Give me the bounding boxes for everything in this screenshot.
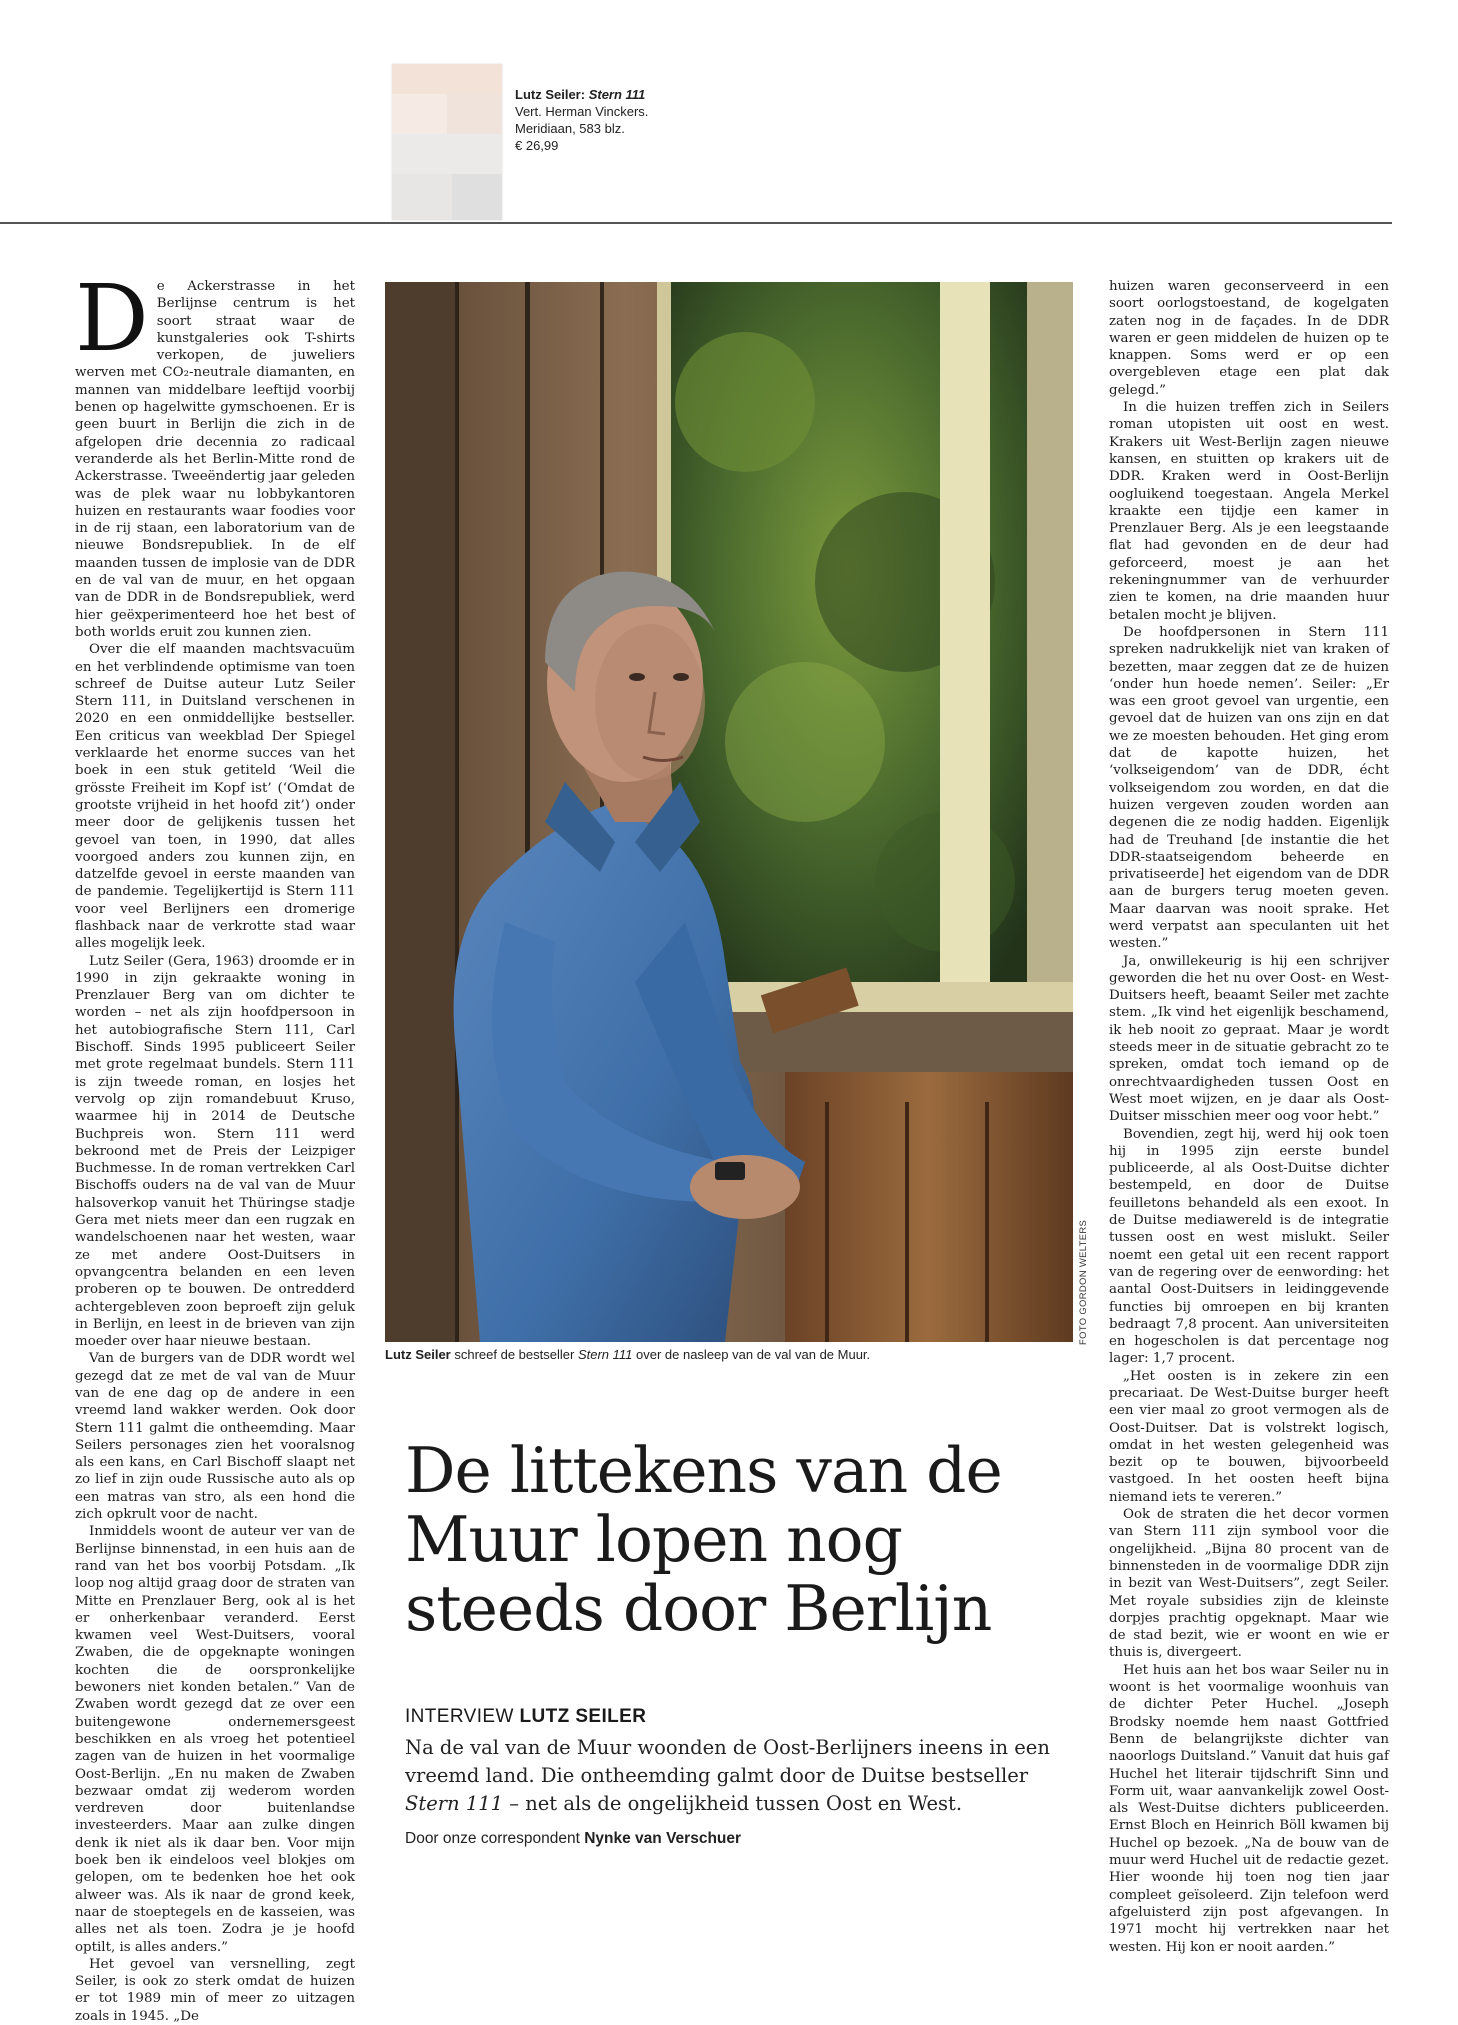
article-byline: Door onze correspondent Nynke van Verschuer — [405, 1830, 742, 1847]
photo-credit: FOTO GORDON WELTERS — [1078, 1219, 1089, 1345]
paragraph: Lutz Seiler (Gera, 1963) droomde er in 1990 in zijn gekraakte woning in Prenzlauer Berg van om dichter te worden – net als zijn hoofdpersoon in het autobiografische Stern 111, Carl Bischoff. Sinds 1995 publiceert Seiler met grote regelmaat bundels. Stern 111 is zijn tweede roman, en losjes het vervolg op zijn romandebuut Kruso, waarmee hij in 2014 de Deutsche Buchpreis won. Stern 111 werd bekroond met de Preis der Leizpiger Buchmesse. In de roman vertrekken Carl Bischoffs ouders na de val van de Muur halsoverkop vanuit het Thüringse stadje Gera met niets meer dan een rugzak en wandelschoenen naar het westen, waar ze met andere Oost-Duitsers in opvangcentra belanden en een leven proberen op te bouwen. De ontredderd achtergebleven zoon beproeft zijn geluk in Berlijn, en leest in de brieven van zijn moeder over haar nieuwe bestaan. — [75, 953, 355, 1350]
paragraph: huizen waren geconserveerd in een soort oorlogstoestand, de kogelgaten zaten nog in de façades. In de DDR waren er geen middelen de huizen op te knappen. Soms werd er op een overgebleven etage een plat dak gelegd.” — [1109, 279, 1389, 398]
paragraph: De hoofdpersonen in Stern 111 spreken nadrukkelijk niet van kraken of bezetten, maar zeggen dat ze de huizen ‘onder hun hoede nemen’. Seiler: „Er was een groot gevoel van urgentie, een gevoel dat de huizen van ons zijn en dat we ze moesten behouden. Het ging erom dat de kapotte huizen, het ‘volkseigendom’ van de DDR, écht volkseigendom zou worden, en dat die huizen vergeven zouden worden aan degenen die ze nodig hadden. Eigenlijk had de Treuhand [de instantie die het DDR-staatseigendom beheerde en privatiseerde] het eigendom van de DDR aan de burgers terug moeten geven. Maar daarvan was nooit sprake. Het werd verpatst aan speculanten uit het westen.” — [1109, 624, 1389, 952]
paragraph: e Ackerstrasse in het Berlijnse centrum is het soort straat waar de kunstgaleries ook T-shirts verkopen, de juweliers werven met CO₂-neutrale diamanten, en mannen van middelbare leeftijd voorbij benen op hagelwitte gymschoenen. Er is geen buurt in Berlijn die zich in de afgelopen drie decennia zo radicaal veranderde als het Berlin-Mitte rond de Ackerstrasse. Tweeëndertig jaar geleden was de plek waar nu lobbykantoren huizen en restaurants waar foodies voor in de rij staan, een laboratorium van de nieuwe Bondsrepubliek. In de elf maanden tussen de implosie van de DDR en de val van de muur, en het opgaan van de DDR in de Bondsrepubliek, werd hier geëxperimenteerd hoe het best of both worlds eruit zou kunnen zien. — [75, 279, 355, 640]
book-translator: Vert. Herman Vinckers. — [515, 104, 649, 119]
article-kicker: INTERVIEW LUTZ SEILER — [405, 1706, 647, 1727]
article-intro: Na de val van de Muur woonden de Oost-Berlijners ineens in een vreemd land. Die ontheemding galmt door de Duitse bestseller Stern 111 – net als de ongelijkheid tussen Oost en West. — [405, 1736, 1050, 1815]
section-divider — [0, 222, 1392, 224]
book-cover-image — [392, 64, 502, 220]
photo-caption: Lutz Seiler schreef de bestseller Stern 111 over de nasleep van de val van de Muur. — [385, 1347, 871, 1362]
paragraph: Van de burgers van de DDR wordt wel gezegd dat ze met de val van de Muur van de ene dag op de andere in een vreemd land wakker werden. Ook door Stern 111 galmt die ontheemding. Maar Seilers personages zien het vooralsnog als een kans, en Carl Bischoff slaapt net zo lief in zijn oude Russische auto als op een matras van stro, als een hond die zich opkrult voor de nacht. — [75, 1351, 355, 1523]
book-publisher: Meridiaan, 583 blz. — [515, 121, 625, 136]
paragraph: Bovendien, zegt hij, werd hij ook toen hij in 1995 zijn eerste bundel publiceerde, al als Oost-Duitse dichter bestempeld, en door de Duitse feuilletons behandeld als een exoot. In de Duitse mediawereld is de integratie tussen oost en west mislukt. Seiler noemt een getal uit een recent rapport van de regering over de eenwording: het aantal Oost-Duitsers in leidinggevende functies bij omroepen en bij kranten bedraagt 7,8 procent. Aan universiteiten en hogescholen is dat percentage nog lager: 1,7 procent. — [1109, 1126, 1389, 1367]
article-headline: De littekens van de Muur lopen nog steeds door Berlijn — [405, 1434, 1002, 1645]
book-title: Stern 111 — [588, 87, 646, 102]
paragraph: Ja, onwillekeurig is hij een schrijver geworden die het nu over Oost- en West-Duitsers heeft, beaamt Seiler met zachte stem. „Ik vind het eigenlijk beschamend, ik heb nooit zo gepraat. Maar je wordt steeds meer in de situatie gebracht zo te spreken, omdat toch iemand op de onrechtvaardigheden tussen Oost en West moet wijzen, en je daar als Oost-Duitser misschien meer oog voor hebt.” — [1109, 953, 1389, 1125]
drop-cap: D — [75, 265, 149, 372]
paragraph: In die huizen treffen zich in Seilers roman utopisten uit oost en west. Krakers uit West-Berlijn zagen nieuwe kansen, en stuitten op krakers uit de DDR. Kraken werd in Oost-Berlijn oogluikend toegestaan. Angela Merkel kraakte een tijdje een kamer in Prenzlauer Berg. Als je een leegstaande flat had gevonden en de deur had geforceerd, moest je aan het rekeningnummer van de verhuurder zien te komen, na drie maanden huur betalen mocht je blijven. — [1109, 400, 1389, 623]
paragraph: Het gevoel van versnelling, zegt Seiler, is ook zo sterk omdat de huizen er tot 1989 min of meer zo uitzagen zoals in 1945. „De — [75, 1956, 355, 2024]
article-column-left — [75, 265, 355, 2024]
book-price: € 26,99 — [515, 138, 559, 153]
article-column-right — [1109, 278, 1389, 1955]
kicker-name: LUTZ SEILER — [519, 1706, 647, 1727]
paragraph: „Het oosten is in zekere zin een precariaat. De West-Duitse burger heeft een vier maal zo groot vermogen als de Oost-Duitser. Dat is volstrekt logisch, omdat in het westen gelegenheid was bezit op te bouwen, bijvoorbeeld vastgoed. In het oosten heeft bijna niemand iets te vereren.” — [1109, 1368, 1389, 1505]
paragraph: Het huis aan het bos waar Seiler nu in woont is het voormalige woonhuis van de dichter Peter Huchel. „Joseph Brodsky noemde hem naast Gottfried Benn de belangrijkste dichter van naoorlogs Duitsland.” Vanuit dat huis gaf Huchel het literair tijdschrift Sinn und Form uit, waar aanvankelijk zowel Oost- als West-Duitse dichters publiceerden. Ernst Bloch en Heinrich Böll kwamen bij Huchel op bezoek. „Na de bouw van de muur werd Huchel uit de redactie gezet. Hier woonde hij toen nog tien jaar compleet geïsoleerd. Zijn telefoon werd afgeluisterd zijn post afgevangen. In 1971 mocht hij vertrekken naar het westen. Hij kon er nooit aarden.” — [1109, 1662, 1389, 1955]
book-details — [515, 86, 715, 154]
portrait-photo-illustration — [385, 282, 1073, 1342]
paragraph: Ook de straten die het decor vormen van Stern 111 zijn symbool voor die ongelijkheid. „Bijna 80 procent van de binnensteden in de voormalige DDR zijn in bezit van West-Duitsers”, zegt Seiler. Met royale subsidies zijn de kleinste dorpjes prachtig opgeknapt. Maar wie de stad bezit, wie er woont en wie er thuis is, divergeert. — [1109, 1507, 1389, 1661]
book-author-title: Lutz Seiler: Stern 111 — [515, 87, 646, 102]
paragraph: Inmiddels woont de auteur ver van de Berlijnse binnenstad, in een huis aan de rand van het bos voorbij Potsdam. „Ik loop nog altijd graag door de straten van Mitte en Prenzlauer Berg, ook al is het er onherkenbaar veranderd. Eerst kwamen veel West-Duitsers, vooral Zwaben, die de opgeknapte woningen kochten die de oorspronkelijke bewoners niet konden betalen.” Van de Zwaben wordt gezegd dat ze over een buitengewone ondernemersgeest beschikken en als vroeg het potentieel zagen van de huizen in het voormalige Oost-Berlijn. „En nu maken de Zwaben bezwaar omdat zij wederom worden verdreven door buitenlandse investeerders. Maar aan zulke dingen denk ik niet als ik daar ben. Voor mijn boek ben ik eindeloos veel blokjes om gelopen, om te bedenken hoe het ook alweer was. Als ik naar de grond keek, naar de stoeptegels en de kasseien, was alles net als toen. Zodra je je hoofd optilt, is alles anders.” — [75, 1524, 355, 1955]
portrait-photo — [385, 282, 1073, 1342]
paragraph: Over die elf maanden machtsvacuüm en het verblindende optimisme van toen schreef de Duitse auteur Lutz Seiler Stern 111, in Duitsland verschenen in 2020 en een onmiddellijke bestseller. Een criticus van weekblad Der Spiegel verklaarde het enorme succes van het boek in een stuk getiteld ‘Weil die grösste Freiheit im Kopf ist’ (‘Omdat de grootste vrijheid in het hoofd zit’) onder meer door de gelijkenis tussen het gevoel van toen, in 1990, dat alles voorgoed anders zou kunnen zijn, en datzelfde gevoel in eerste maanden van de pandemie. Tegelijkertijd is Stern 111 voor veel Berlijners een dromerige flashback naar de verkrotte stad waar alles mogelijk leek. — [75, 642, 355, 952]
caption-book-title: Stern 111 — [577, 1347, 633, 1362]
intro-book-title: Stern 111 — [405, 1792, 504, 1815]
byline-author: Nynke van Verschuer — [584, 1830, 742, 1847]
caption-name: Lutz Seiler — [385, 1347, 451, 1362]
